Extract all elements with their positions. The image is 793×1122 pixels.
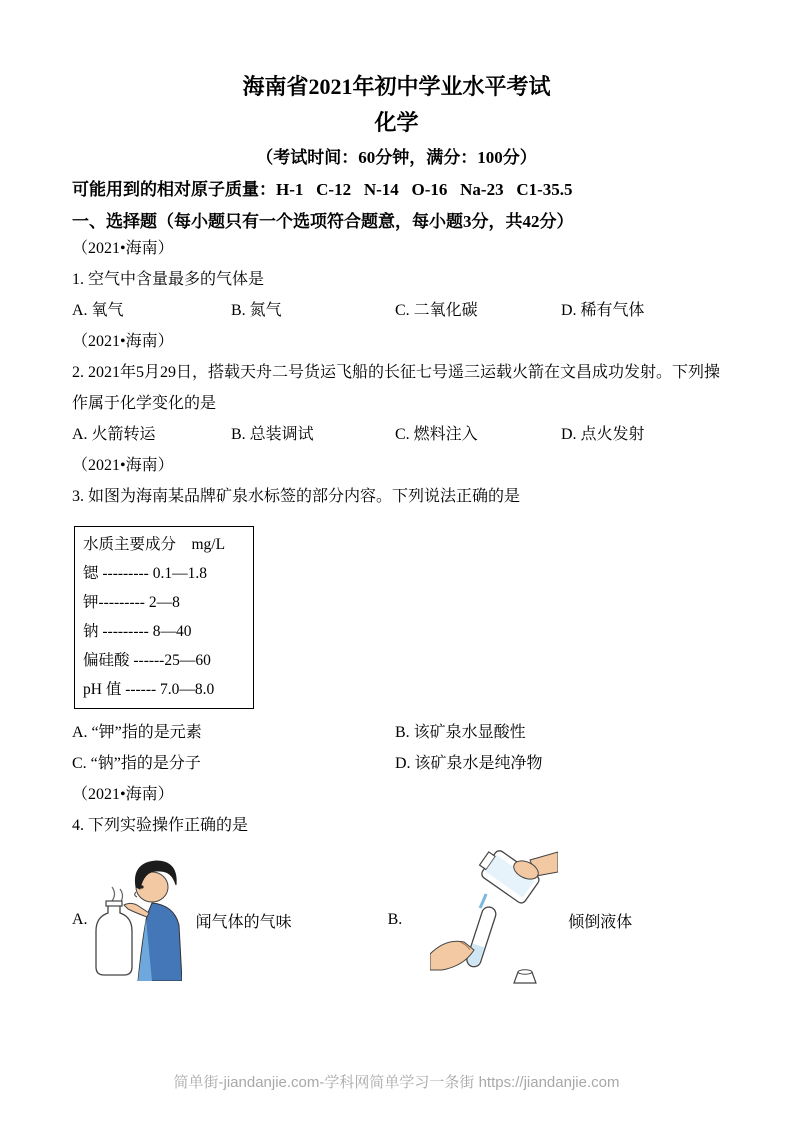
question-2-option-b: B. 总装调试 [231,426,314,443]
question-3-options-row-1 [72,717,721,748]
question-4-option-a-label: A. [72,911,88,928]
atomic-masses-note: 可能用到的相对原子质量：H-1 C-12 N-14 O-16 Na-23 C1-35.5 [72,180,573,199]
smell-gas-illustration [94,859,182,981]
label-table-row-potassium: 钾--------- 2—8 [83,594,180,611]
question-4-options [72,849,721,991]
question-3-options-row-2 [72,748,721,779]
question-1-source: （2021•海南） [72,240,174,257]
question-4-option-b-label: B. [387,911,403,928]
site-watermark: 简单街-jiandanjie.com-学科网简单学习一条街 https://jiandanjie.com [173,1074,620,1091]
question-4-option-a-caption: 闻气体的气味 [195,913,292,931]
question-3-option-b: B. 该矿泉水显酸性 [395,724,526,741]
question-3-option-a: A. “钾”指的是元素 [72,724,202,741]
question-4-source: （2021•海南） [72,786,174,803]
question-3-option-d: D. 该矿泉水是纯净物 [395,755,543,772]
question-3-source: （2021•海南） [72,457,174,474]
label-table-header: 水质主要成分 mg/L [83,536,226,553]
question-1-option-c: C. 二氧化碳 [395,302,478,319]
label-table-row-sodium: 钠 --------- 8—40 [83,623,192,640]
question-3-option-c: C. “钠”指的是分子 [72,755,201,772]
mineral-water-label-table [74,526,254,709]
question-3-stem: 3. 如图为海南某品牌矿泉水标签的部分内容。下列说法正确的是 [72,488,521,505]
question-1-options [72,295,721,326]
question-2-option-d: D. 点火发射 [561,426,645,443]
label-table-row-metasilicic-acid: 偏硅酸 ------25—60 [83,652,211,669]
question-4-stem: 4. 下列实验操作正确的是 [72,817,249,834]
question-4-option-b-caption: 倾倒液体 [568,913,633,931]
exam-info: （考试时间：60分钟，满分：100分） [256,148,537,167]
label-table-row-ph: pH 值 ------ 7.0—8.0 [83,681,215,698]
label-table-row-strontium: 锶 --------- 0.1—1.8 [83,565,207,582]
exam-title: 海南省2021年初中学业水平考试 [242,74,551,99]
question-2-options [72,419,721,450]
question-1-stem: 1. 空气中含量最多的气体是 [72,271,265,288]
question-1-option-d: D. 稀有气体 [561,302,645,319]
question-1-option-b: B. 氮气 [231,302,282,319]
question-2-stem: 2. 2021年5月29日，搭载天舟二号货运飞船的长征七号遥三运载火箭在文昌成功发射。下列操作属于化学变化的是 [72,364,721,412]
pour-liquid-illustration [430,850,558,990]
question-2-option-c: C. 燃料注入 [395,426,478,443]
section-title: 一、选择题（每小题只有一个选项符合题意，每小题3分，共42分） [72,212,574,231]
question-1-option-a: A. 氧气 [72,302,124,319]
question-2-option-a: A. 火箭转运 [72,426,156,443]
question-2-source: （2021•海南） [72,333,174,350]
subject-title: 化学 [374,110,419,135]
